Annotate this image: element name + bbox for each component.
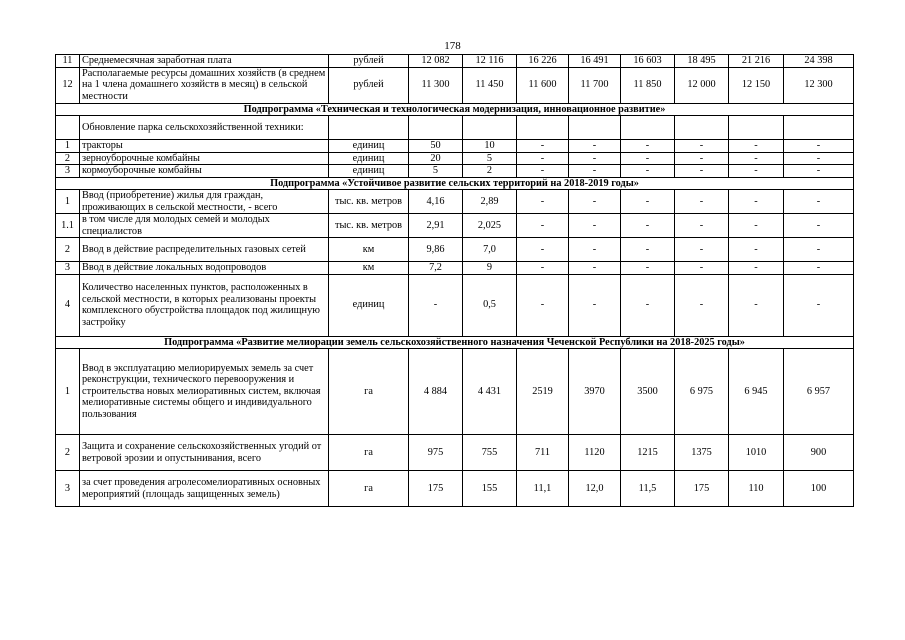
value-cell: 6 975 — [675, 349, 729, 435]
value-cell: - — [621, 165, 675, 178]
row-number: 2 — [56, 238, 80, 262]
value-cell: 16 226 — [517, 55, 569, 68]
indicator-name: Количество населенных пунктов, расположенных в сельской местности, в которых реализованы проекты комплексного обустройства площадок под жилищную застройку — [80, 274, 329, 336]
value-cell: - — [675, 152, 729, 165]
value-cell: - — [784, 152, 854, 165]
value-cell: - — [729, 190, 784, 214]
indicator-name: в том числе для молодых семей и молодых специалистов — [80, 214, 329, 238]
unit-cell: единиц — [329, 140, 409, 153]
value-cell: 5 — [463, 152, 517, 165]
value-cell: 7,2 — [409, 262, 463, 275]
value-cell — [463, 116, 517, 140]
value-cell: 9 — [463, 262, 517, 275]
unit-cell: рублей — [329, 55, 409, 68]
value-cell: 0,5 — [463, 274, 517, 336]
table-row — [56, 274, 854, 336]
value-cell: 900 — [784, 435, 854, 471]
unit-cell: единиц — [329, 274, 409, 336]
value-cell: - — [729, 165, 784, 178]
value-cell: 100 — [784, 471, 854, 507]
value-cell: 12 116 — [463, 55, 517, 68]
value-cell: 1215 — [621, 435, 675, 471]
value-cell: 5 — [409, 165, 463, 178]
value-cell: - — [621, 262, 675, 275]
unit-cell: км — [329, 238, 409, 262]
value-cell: 155 — [463, 471, 517, 507]
value-cell — [409, 116, 463, 140]
value-cell: 975 — [409, 435, 463, 471]
table-row — [56, 152, 854, 165]
value-cell: 21 216 — [729, 55, 784, 68]
row-number: 1 — [56, 140, 80, 153]
value-cell: - — [784, 140, 854, 153]
value-cell: - — [569, 152, 621, 165]
row-number: 3 — [56, 165, 80, 178]
value-cell: - — [675, 214, 729, 238]
value-cell: - — [517, 214, 569, 238]
value-cell: 11 600 — [517, 67, 569, 103]
value-cell: 4 884 — [409, 349, 463, 435]
value-cell: 711 — [517, 435, 569, 471]
table-row — [56, 435, 854, 471]
unit-cell: единиц — [329, 152, 409, 165]
unit-cell: га — [329, 435, 409, 471]
value-cell: 11 700 — [569, 67, 621, 103]
row-number: 3 — [56, 471, 80, 507]
value-cell: - — [729, 140, 784, 153]
section-title: Подпрограмма «Развитие мелиорации земель сельскохозяйственного назначения Чеченской Республики на 2018-2025 годы» — [56, 336, 854, 349]
indicators-table — [55, 54, 854, 507]
indicator-name: за счет проведения агролесомелиоративных основных мероприятий (площадь защищенных земель) — [80, 471, 329, 507]
section-header-row — [56, 103, 854, 116]
value-cell — [784, 116, 854, 140]
value-cell: - — [784, 214, 854, 238]
value-cell: 6 945 — [729, 349, 784, 435]
value-cell: 2,89 — [463, 190, 517, 214]
indicator-name: Ввод в действие распределительных газовых сетей — [80, 238, 329, 262]
row-number: 2 — [56, 152, 80, 165]
unit-cell — [329, 116, 409, 140]
value-cell: - — [621, 274, 675, 336]
value-cell: 4,16 — [409, 190, 463, 214]
table-row — [56, 165, 854, 178]
value-cell: - — [569, 165, 621, 178]
value-cell: - — [517, 262, 569, 275]
page-number: 178 — [444, 40, 461, 52]
value-cell: 12,0 — [569, 471, 621, 507]
value-cell: 175 — [409, 471, 463, 507]
table-row — [56, 116, 854, 140]
row-number: 1 — [56, 349, 80, 435]
value-cell: - — [409, 274, 463, 336]
row-number: 1 — [56, 190, 80, 214]
table-row — [56, 67, 854, 103]
value-cell: - — [517, 274, 569, 336]
value-cell: - — [569, 214, 621, 238]
row-number: 3 — [56, 262, 80, 275]
value-cell: 16 603 — [621, 55, 675, 68]
indicator-name: Среднемесячная заработная плата — [80, 55, 329, 68]
indicator-name: Ввод в действие локальных водопроводов — [80, 262, 329, 275]
value-cell: 11,1 — [517, 471, 569, 507]
value-cell: - — [729, 238, 784, 262]
value-cell: 16 491 — [569, 55, 621, 68]
indicator-name: Располагаемые ресурсы домашних хозяйств (в среднем на 1 члена домашнего хозяйств в месяц) в сельской местности — [80, 67, 329, 103]
value-cell: 24 398 — [784, 55, 854, 68]
value-cell: 11 850 — [621, 67, 675, 103]
value-cell: 2519 — [517, 349, 569, 435]
row-number: 4 — [56, 274, 80, 336]
section-header-row — [56, 336, 854, 349]
value-cell: 2,025 — [463, 214, 517, 238]
value-cell: 11,5 — [621, 471, 675, 507]
value-cell: - — [675, 274, 729, 336]
section-title: Подпрограмма «Устойчивое развитие сельских территорий на 2018-2019 годы» — [56, 177, 854, 190]
value-cell: 20 — [409, 152, 463, 165]
table-row — [56, 55, 854, 68]
indicator-name: тракторы — [80, 140, 329, 153]
value-cell: - — [784, 238, 854, 262]
indicator-name: зерноуборочные комбайны — [80, 152, 329, 165]
value-cell: 1120 — [569, 435, 621, 471]
value-cell: - — [569, 262, 621, 275]
value-cell: - — [517, 165, 569, 178]
indicator-name: Защита и сохранение сельскохозяйственных угодий от ветровой эрозии и опустынивания, всего — [80, 435, 329, 471]
value-cell: 175 — [675, 471, 729, 507]
table-row — [56, 190, 854, 214]
value-cell: 18 495 — [675, 55, 729, 68]
value-cell: 110 — [729, 471, 784, 507]
table-row — [56, 262, 854, 275]
table-row — [56, 238, 854, 262]
value-cell: - — [621, 140, 675, 153]
row-number: 12 — [56, 67, 80, 103]
unit-cell: рублей — [329, 67, 409, 103]
value-cell: - — [675, 140, 729, 153]
table-row — [56, 349, 854, 435]
value-cell: 755 — [463, 435, 517, 471]
unit-cell: га — [329, 471, 409, 507]
value-cell: - — [517, 190, 569, 214]
value-cell: 3970 — [569, 349, 621, 435]
value-cell: - — [784, 262, 854, 275]
unit-cell: га — [329, 349, 409, 435]
value-cell: - — [729, 214, 784, 238]
value-cell: 2,91 — [409, 214, 463, 238]
value-cell — [569, 116, 621, 140]
section-title: Подпрограмма «Техническая и технологическая модернизация, инновационное развитие» — [56, 103, 854, 116]
value-cell: 1375 — [675, 435, 729, 471]
table-body — [56, 55, 854, 507]
value-cell: 12 300 — [784, 67, 854, 103]
row-number — [56, 116, 80, 140]
value-cell: 50 — [409, 140, 463, 153]
row-number: 11 — [56, 55, 80, 68]
value-cell: - — [729, 262, 784, 275]
indicator-name: Обновление парка сельскохозяйственной техники: — [80, 116, 329, 140]
value-cell: - — [569, 274, 621, 336]
value-cell: 12 082 — [409, 55, 463, 68]
table-row — [56, 140, 854, 153]
value-cell: - — [729, 152, 784, 165]
value-cell: - — [729, 274, 784, 336]
value-cell: 10 — [463, 140, 517, 153]
value-cell: 11 300 — [409, 67, 463, 103]
table-row — [56, 214, 854, 238]
unit-cell: км — [329, 262, 409, 275]
value-cell — [675, 116, 729, 140]
unit-cell: тыс. кв. метров — [329, 214, 409, 238]
value-cell: 4 431 — [463, 349, 517, 435]
value-cell: 6 957 — [784, 349, 854, 435]
value-cell: 3500 — [621, 349, 675, 435]
indicator-name: Ввод в эксплуатацию мелиорируемых земель за счет реконструкции, технического перевооружения и строительства новых мелиоративных систем, включая мелиоративные системы общего и индивидуального пользования — [80, 349, 329, 435]
value-cell: 11 450 — [463, 67, 517, 103]
indicator-name: Ввод (приобретение) жилья для граждан, проживающих в сельской местности, - всего — [80, 190, 329, 214]
value-cell: - — [517, 140, 569, 153]
table-row — [56, 471, 854, 507]
value-cell: - — [621, 190, 675, 214]
value-cell: - — [675, 165, 729, 178]
value-cell — [729, 116, 784, 140]
value-cell: - — [517, 152, 569, 165]
value-cell: - — [569, 140, 621, 153]
value-cell: - — [784, 165, 854, 178]
value-cell: - — [675, 262, 729, 275]
value-cell: - — [517, 238, 569, 262]
value-cell: - — [621, 238, 675, 262]
row-number: 2 — [56, 435, 80, 471]
section-header-row — [56, 177, 854, 190]
value-cell: - — [675, 238, 729, 262]
indicator-name: кормоуборочные комбайны — [80, 165, 329, 178]
value-cell: - — [675, 190, 729, 214]
unit-cell: единиц — [329, 165, 409, 178]
value-cell: - — [621, 152, 675, 165]
value-cell: - — [784, 274, 854, 336]
value-cell: 7,0 — [463, 238, 517, 262]
row-number: 1.1 — [56, 214, 80, 238]
value-cell: 12 150 — [729, 67, 784, 103]
value-cell: - — [621, 214, 675, 238]
value-cell: 9,86 — [409, 238, 463, 262]
value-cell: 2 — [463, 165, 517, 178]
value-cell: - — [784, 190, 854, 214]
value-cell: 1010 — [729, 435, 784, 471]
value-cell: - — [569, 238, 621, 262]
value-cell — [517, 116, 569, 140]
unit-cell: тыс. кв. метров — [329, 190, 409, 214]
value-cell — [621, 116, 675, 140]
value-cell: - — [569, 190, 621, 214]
value-cell: 12 000 — [675, 67, 729, 103]
